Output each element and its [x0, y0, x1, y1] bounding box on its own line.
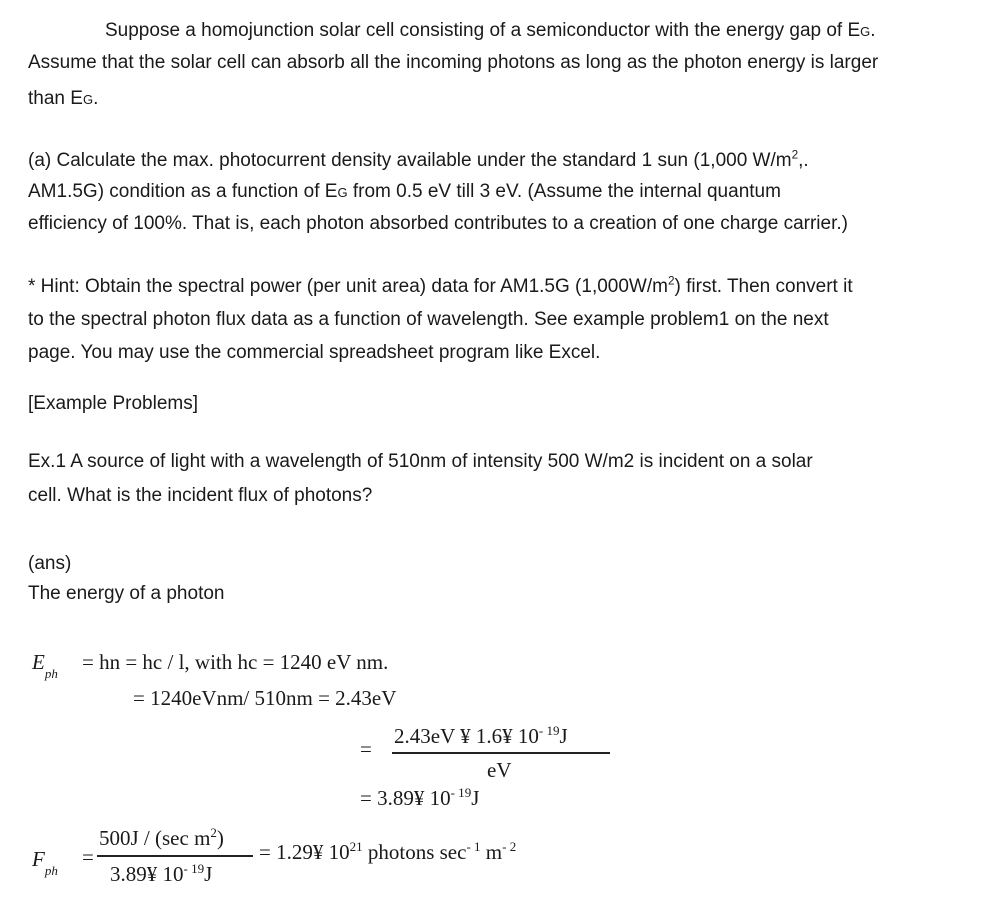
eq-frac-3-denominator: eV	[487, 758, 512, 782]
ex1-line-2: cell. What is the incident flux of photons?	[28, 485, 373, 506]
part-a-line-1: (a) Calculate the max. photocurrent density available under the standard 1 sun (1,000 $W/m^2$,.	[28, 148, 809, 171]
hint-line-1: * Hint: Obtain the spectral power (per unit area) data for AM1.5G $(1,000W/m^2)$ first. Then convert it	[28, 274, 853, 297]
eq-E-symbol: $E_{ph}$	[32, 650, 58, 681]
eq-frac-5-denominator: 3.89¥ $10^{- 19}J$	[110, 861, 213, 886]
intro-line-3: than EG.	[28, 88, 99, 109]
eq-line-3-equals: =	[360, 737, 372, 761]
eq-frac-5-numerator: 500J / (sec $m^2$)	[99, 825, 224, 850]
ans-label: (ans)	[28, 553, 72, 574]
hint-line-3: page. You may use the commercial spreadsheet program like Excel.	[28, 342, 601, 363]
example-heading: [Example Problems]	[28, 393, 199, 414]
part-a-line-2: AM1.5G) condition as a function of EG from 0.5 eV till 3 eV. (Assume the internal quantum	[28, 181, 781, 202]
ans-text: The energy of a photon	[28, 583, 225, 604]
eq-frac-3-bar	[392, 752, 610, 754]
ex1-line-1: Ex.1 A source of light with a wavelength of 510nm of intensity 500 W/m2 is incident on a solar	[28, 451, 813, 472]
part-a-line-3: efficiency of 100%. That is, each photon absorbed contributes to a creation of one charge carrier.)	[28, 213, 848, 234]
intro-line-1: Suppose a homojunction solar cell consisting of a semiconductor with the energy gap of EG.	[105, 20, 876, 41]
eq-frac-3-numerator: 2.43eV ¥ 1.6¥ $10^{- 19}J$	[394, 723, 568, 748]
eq-F-symbol: $F_{ph}$	[32, 847, 58, 878]
eq-line-4: = 3.89¥ $10^{- 19}J$	[360, 785, 480, 810]
eq-F-equals: =	[82, 845, 94, 869]
eq-line-1: = hn = hc / l, with hc = 1240 eV nm.	[82, 650, 389, 674]
intro-line-2: Assume that the solar cell can absorb all the incoming photons as long as the photon energy is larger	[28, 52, 879, 73]
eq-line-2: = 1240eVnm/ 510nm = 2.43eV	[133, 686, 397, 710]
hint-line-2: to the spectral photon flux data as a function of wavelength. See example problem1 on the next	[28, 309, 829, 330]
eq-frac-5-bar	[97, 855, 253, 857]
eq-result: = 1.29¥ $10^{21}$ photons $\sec^{- 1} m^{- 2}$	[259, 839, 517, 864]
